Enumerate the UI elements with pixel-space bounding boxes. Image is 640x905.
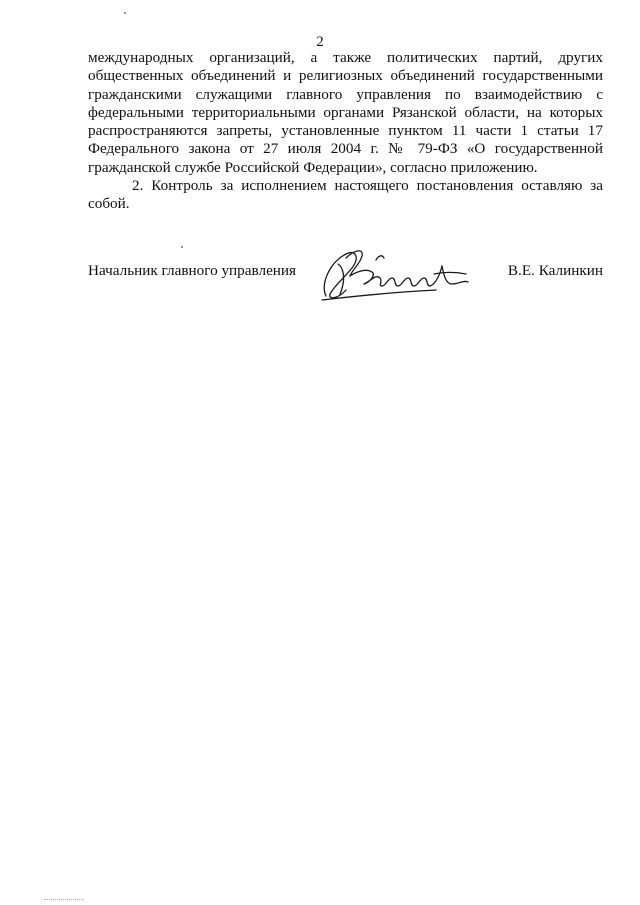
signature-block: [88, 262, 603, 312]
signatory-title: Начальник главного управления: [88, 262, 297, 279]
paragraph-1-line: Федерального закона от 27 июля 2004 г. № 79-ФЗ «О государственной: [88, 140, 603, 158]
document-body: [88, 49, 603, 214]
paragraph-1-line: распространяются запреты, установленные пунктом 11 части 1 статьи 17: [88, 122, 603, 140]
scan-speck: [181, 246, 183, 248]
paragraph-1-line: гражданской службе Российской Федерации», согласно приложению.: [88, 158, 538, 176]
handwritten-signature: [316, 244, 486, 304]
paragraph-1-line: гражданскими служащими главного управления по взаимодействию с: [88, 85, 603, 103]
paragraph-2-line: собой.: [88, 195, 130, 213]
paragraph-1-line: международных организаций, а также политических партий, других: [88, 49, 603, 66]
paragraph-1-line: федеральными территориальными органами Рязанской области, на которых: [88, 103, 603, 121]
scan-artifact: [44, 899, 84, 902]
paragraph-1-line: общественных объединений и религиозных объединений государственными: [88, 67, 603, 85]
page-number: 2: [316, 34, 324, 50]
paragraph-2-line: 2. Контроль за исполнением настоящего постановления оставляю за: [132, 177, 603, 195]
signatory-name: В.Е. Калинкин: [507, 262, 603, 279]
scan-speck: [124, 12, 126, 14]
